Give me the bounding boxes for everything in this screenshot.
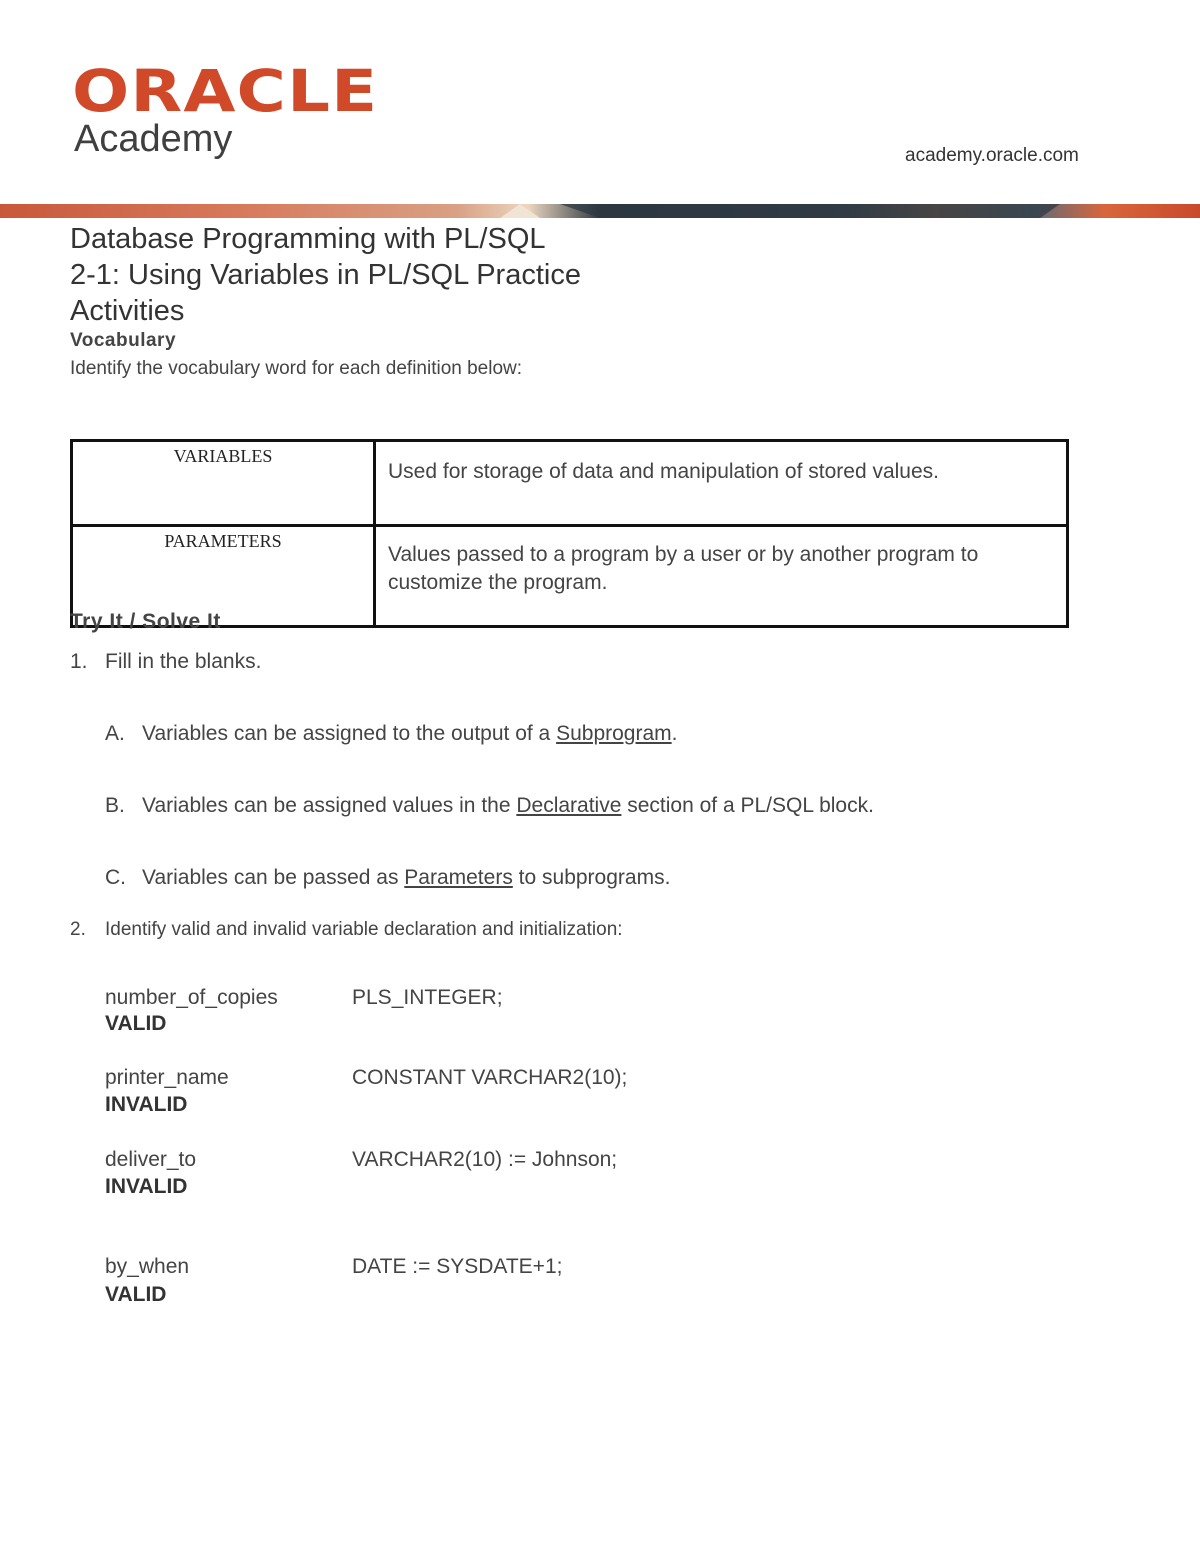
declaration-name: by_when [105,1255,190,1278]
question-2-text: Identify valid and invalid variable declaration and initialization: [105,919,623,940]
declaration-type: DATE := SYSDATE+1; [352,1255,563,1278]
blank-answer: Subprogram [556,722,672,745]
declaration-type: CONSTANT VARCHAR2(10); [352,1066,628,1089]
blank-answer: Declarative [516,794,622,817]
declaration-type: PLS_INTEGER; [352,986,503,1009]
vocab-term: PARAMETERS [72,526,375,627]
declaration-answer: VALID [105,1283,167,1306]
blank-item-letter: B. [105,794,125,817]
blank-text-before: Variables can be passed as [142,866,405,889]
doc-title-line-1: Database Programming with PL/SQL [70,223,546,255]
declaration-answer: INVALID [105,1175,188,1198]
declaration-type: VARCHAR2(10) := Johnson; [352,1148,618,1171]
blank-item-letter: C. [105,866,126,889]
site-url: academy.oracle.com [905,145,1079,166]
blank-item-a [142,722,677,746]
academy-logo-text: Academy [74,118,233,160]
table-row [72,526,1068,627]
blank-answer: Parameters [404,866,513,889]
decorative-banner [0,204,1200,218]
declaration-name: printer_name [105,1066,229,1089]
vocab-definition: Values passed to a program by a user or by another program to customize the program. [375,526,1068,627]
blank-text-after: to subprograms. [512,866,671,889]
vocabulary-table [70,439,1069,628]
question-1-number: 1. [70,650,88,673]
blank-text-before: Variables can be assigned to the output of a [142,722,557,745]
blank-item-letter: A. [105,722,125,745]
vocab-definition: Used for storage of data and manipulation of stored values. [375,441,1068,526]
doc-title-line-2: 2-1: Using Variables in PL/SQL Practice [70,259,581,291]
declaration-answer: VALID [105,1012,167,1035]
blank-text-after: section of a PL/SQL block. [621,794,874,817]
table-row [72,441,1068,526]
declaration-answer: INVALID [105,1093,188,1116]
question-1-text: Fill in the blanks. [105,650,262,673]
blank-item-b [142,794,874,818]
try-it-heading: Try It / Solve It [70,610,221,633]
doc-title-line-3: Activities [70,295,185,327]
blank-item-c [142,866,670,890]
vocabulary-heading: Vocabulary [70,330,177,351]
vocab-term: VARIABLES [72,441,375,526]
question-2-number: 2. [70,919,86,940]
declaration-name: number_of_copies [105,986,278,1009]
declaration-name: deliver_to [105,1148,197,1171]
blank-text-before: Variables can be assigned values in the [142,794,517,817]
vocabulary-instruction: Identify the vocabulary word for each definition below: [70,358,523,379]
blank-text-after: . [671,722,678,745]
oracle-logo: ORACLE [72,57,379,125]
